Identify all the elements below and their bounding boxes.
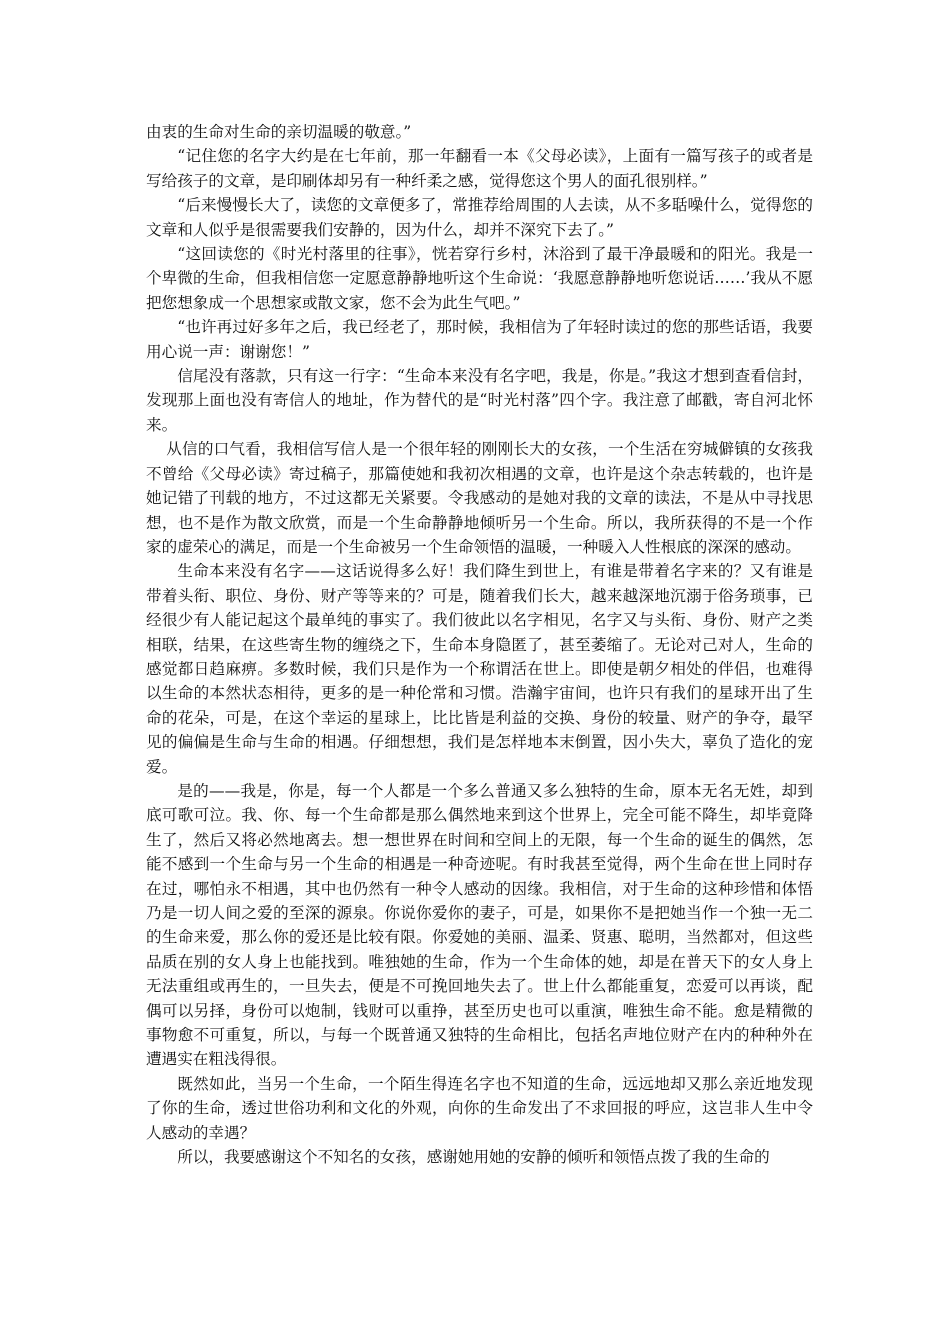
article-body — [146, 120, 813, 1169]
paragraph-8: 生命本来没有名字——这话说得多么好！我们降生到世上，有谁是带着名字来的？又有谁是带着头衔、职位、身份、财产等等来的？可是，随着我们长大，越来越深地沉溺于俗务琐事，已经很少有人能记起这个最单纯的事实了。我们彼此以名字相见，名字又与头衔、身份、财产之类相联，结果，在这些寄生物的缠绕之下，生命本身隐匿了，甚至萎缩了。无论对己对人，生命的感觉都日趋麻痹。多数时候，我们只是作为一个称谓活在世上。即使是朝夕相处的伴侣，也难得以生命的本然状态相待，更多的是一种伦常和习惯。浩瀚宇宙间，也许只有我们的星球开出了生命的花朵，可是，在这个幸运的星球上，比比皆是利益的交换、身份的较量、财产的争夺，最罕见的偏偏是生命与生命的相遇。仔细想想，我们是怎样地本末倒置，因小失大，辜负了造化的宠爱。 — [146, 562, 813, 776]
paragraph-4: “这回读您的《时光村落里的往事》，恍若穿行乡村，沐浴到了最干净最暖和的阳光。我是一个卑微的生命，但我相信您一定愿意静静地听这个生命说：‘我愿意静静地听您说话……’我从不愿把您想象成一个思想家或散文家，您不会为此生气吧。” — [146, 245, 813, 312]
paragraph-3: “后来慢慢长大了，读您的文章便多了，常推荐给周围的人去读，从不多聒噪什么，觉得您的文章和人似乎是很需要我们安静的，因为什么，却并不深究下去了。” — [146, 196, 813, 239]
paragraph-1: 由衷的生命对生命的亲切温暖的敬意。” — [146, 123, 412, 141]
paragraph-2: “记住您的名字大约是在七年前，那一年翻看一本《父母必读》，上面有一篇写孩子的或者是写给孩子的文章，是印刷体却另有一种纤柔之感，觉得您这个男人的面孔很别样。” — [146, 147, 813, 190]
paragraph-9: 是的——我是，你是，每一个人都是一个多么普通又多么独特的生命，原本无名无姓，却到底可歌可泣。我、你、每一个生命都是那么偶然地来到这个世界上，完全可能不降生，却毕竟降生了，然后又将必然地离去。想一想世界在时间和空间上的无限，每一个生命的诞生的偶然，怎能不感到一个生命与另一个生命的相遇是一种奇迹呢。有时我甚至觉得，两个生命在世上同时存在过，哪怕永不相遇，其中也仍然有一种令人感动的因缘。我相信，对于生命的这种珍惜和体悟乃是一切人间之爱的至深的源泉。你说你爱你的妻子，可是，如果你不是把她当作一个独一无二的生命来爱，那么你的爱还是比较有限。你爱她的美丽、温柔、贤惠、聪明，当然都对，但这些品质在别的女人身上也能找到。唯独她的生命，作为一个生命体的她，却是在普天下的女人身上无法重组或再生的，一旦失去，便是不可挽回地失去了。世上什么都能重复，恋爱可以再谈，配偶可以另择，身份可以炮制，钱财可以重挣，甚至历史也可以重演，唯独生命不能。愈是精微的事物愈不可重复，所以，与每一个既普通又独特的生命相比，包括名声地位财产在内的种种外在遭遇实在粗浅得很。 — [146, 781, 813, 1069]
paragraph-10: 既然如此，当另一个生命，一个陌生得连名字也不知道的生命，远远地却又那么亲近地发现了你的生命，透过世俗功利和文化的外观，向你的生命发出了不求回报的呼应，这岂非人生中令人感动的幸遇？ — [146, 1074, 813, 1142]
paragraph-6: 信尾没有落款，只有这一行字：“生命本来没有名字吧，我是，你是。”我这才想到查看信封，发现那上面也没有寄信人的地址，作为替代的是“时光村落”四个字。我注意了邮戳，寄自河北怀来。 — [146, 367, 813, 434]
paragraph-7: 从信的口气看，我相信写信人是一个很年轻的刚刚长大的女孩，一个生活在穷城僻镇的女孩我不曾给《父母必读》寄过稿子，那篇使她和我初次相遇的文章，也许是这个杂志转载的，也许是她记错了刊载的地方，不过这都无关紧要。令我感动的是她对我的文章的读法，不是从中寻找思想，也不是作为散文欣赏，而是一个生命静静地倾听另一个生命。所以，我所获得的不是一个作家的虚荣心的满足，而是一个生命被另一个生命领悟的温暖，一种暖入人性根底的深深的感动。 — [146, 440, 813, 556]
paragraph-5: “也许再过好多年之后，我已经老了，那时候，我相信为了年轻时读过的您的那些话语，我要用心说一声：谢谢您！” — [146, 318, 813, 361]
paragraph-11: 所以，我要感谢这个不知名的女孩，感谢她用她的安静的倾听和领悟点拨了我的生命的 — [177, 1148, 770, 1167]
